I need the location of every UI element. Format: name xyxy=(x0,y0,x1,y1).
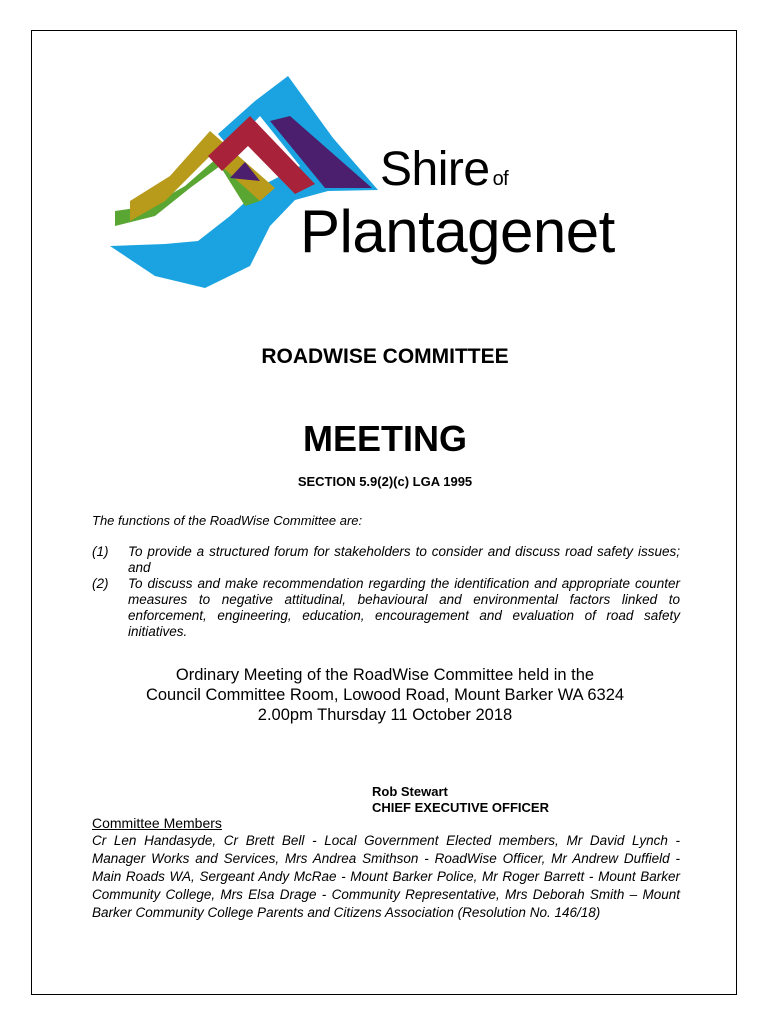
function-item xyxy=(92,544,680,576)
committee-title: ROADWISE COMMITTEE xyxy=(261,345,509,368)
meeting-details-line2: Council Committee Room, Lowood Road, Mount Barker WA 6324 xyxy=(145,686,625,704)
meeting-title: MEETING xyxy=(302,418,467,459)
members-text: Cr Len Handasyde, Cr Brett Bell - Local Government Elected members, Mr David Lynch - Manager Works and Services, Mrs Andrea Smithson - RoadWise Officer, Mr Andrew Duffield - Main Roads WA, Sergeant Andy McRae - Mount Barker Police, Mr Roger Barrett - Mount Barker Community College, Mrs Elsa Drage - Community Representative, Mrs Deborah Smith – Mount Barker Community College Parents and Citizens Association (Resolution No. 146/18) xyxy=(92,833,680,920)
logo-line1: Shire xyxy=(380,143,490,196)
signatory-name: Rob Stewart xyxy=(372,784,448,799)
section-reference: SECTION 5.9(2)(c) LGA 1995 xyxy=(297,474,473,489)
signatory xyxy=(372,784,549,816)
logo-line1-small: of xyxy=(492,168,509,190)
function-text: To discuss and make recommendation regarding the identification and appropriate counter measures to negative attitudinal, behavioural and environmental factors linked to enforcement, engineering, education, encouragement and evaluation of road safety initiatives. xyxy=(128,576,680,639)
signatory-title: CHIEF EXECUTIVE OFFICER xyxy=(372,800,549,815)
function-item xyxy=(92,576,680,640)
function-number: (2) xyxy=(92,576,109,591)
members-heading: Committee Members xyxy=(92,815,222,831)
function-text: To provide a structured forum for stakeholders to consider and discuss road safety issues; and xyxy=(128,544,680,575)
functions-intro: The functions of the RoadWise Committee are: xyxy=(92,513,363,528)
meeting-details-line3: 2.00pm Thursday 11 October 2018 xyxy=(257,706,513,724)
meeting-details xyxy=(0,665,770,725)
logo-plantagenet-text: Plantagenet xyxy=(300,198,615,265)
logo-shire-text xyxy=(380,143,509,196)
functions-list xyxy=(92,544,680,640)
meeting-details-line1: Ordinary Meeting of the RoadWise Committee held in the xyxy=(175,666,595,684)
function-number: (1) xyxy=(92,544,109,559)
shire-logo xyxy=(110,76,680,291)
